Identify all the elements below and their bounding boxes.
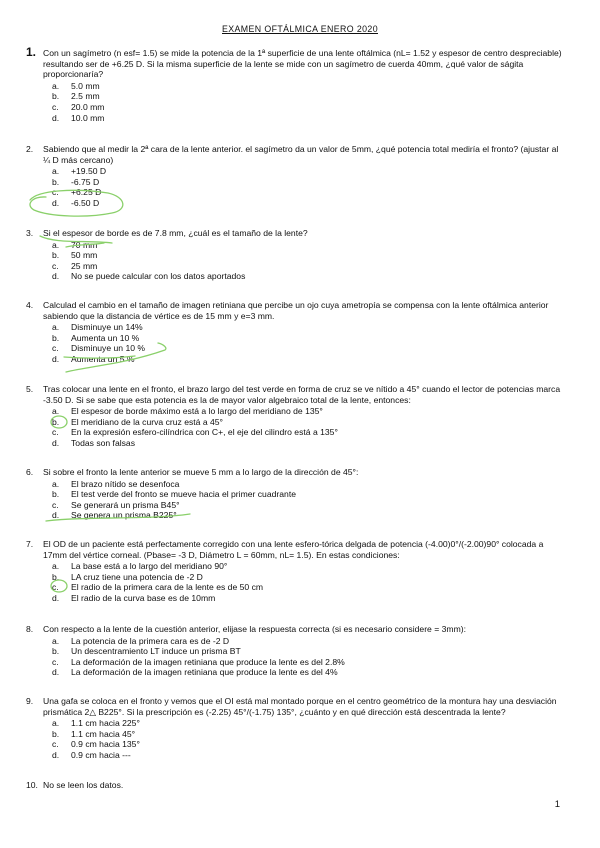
question-10 <box>26 780 566 791</box>
question-stem: No se leen los datos. <box>43 780 124 790</box>
question-number: 6. <box>26 467 34 477</box>
question-stem: Si sobre el fronto la lente anterior se mueve 5 mm a lo largo de la dirección de 45°: <box>43 467 359 477</box>
question-number: 1. <box>26 45 37 59</box>
option-d: d. Aumenta un 5 % <box>52 353 135 364</box>
page-number: 1 <box>554 799 560 810</box>
options-list <box>26 240 566 282</box>
option-a: a. El brazo nítido se desenfoca <box>52 478 180 489</box>
question-2 <box>26 144 566 209</box>
option-a: a. 1.1 cm hacia 225° <box>52 718 140 729</box>
option-b: b. 1.1 cm hacia 45° <box>52 728 136 739</box>
option-d: d. -6.50 D <box>52 197 100 208</box>
options-list <box>26 322 566 364</box>
option-b: b. -6.75 D <box>52 176 100 187</box>
option-a: a. La base está a lo largo del meridiano 90° <box>52 561 228 572</box>
option-b: b. El meridiano de la curva cruz está a 45° <box>52 416 223 427</box>
question-stem: Si el espesor de borde es de 7.8 mm, ¿cuál es el tamaño de la lente? <box>43 228 308 238</box>
option-d: d. 0.9 cm hacia --- <box>52 749 131 760</box>
question-8 <box>26 624 566 678</box>
question-stem: Con respecto a la lente de la cuestión anterior, elijase la respuesta correcta (si es necesario considere = 3mm): <box>43 624 466 634</box>
option-c: c. En la expresión esfero-cilíndrica con C+, el eje del cilindro está a 135° <box>52 427 338 438</box>
question-number: 10. <box>26 780 38 790</box>
option-d: d. Todas son falsas <box>52 437 136 448</box>
option-a: a. Disminuye un 14% <box>52 322 143 333</box>
option-c: c. Se generará un prisma B45° <box>52 499 180 510</box>
option-b: b. LA cruz tiene una potencia de -2 D <box>52 571 203 582</box>
options-list <box>26 166 566 208</box>
option-b: b. El test verde del fronto se mueve hacia el primer cuadrante <box>52 489 296 500</box>
question-stem: El OD de un paciente está perfectamente corregido con una lente esfero-tórica delgada de potencia (-4.00)0°/(-2.00)90° colocada a 17mm del vértice corneal. (Pbase= -3 D, Diámetro L = 60mm, nL= 1.5). En estas condiciones: <box>43 539 544 560</box>
option-c: c. 0.9 cm hacia 135° <box>52 739 140 750</box>
question-stem: Sabiendo que al medir la 2ª cara de la lente anterior. el sagímetro da un valor de 5mm, ¿qué potencia total mediría el fronto? (ajustar al ¼ D más cercano) <box>43 144 559 165</box>
question-number: 2. <box>26 144 34 154</box>
option-d: d. El radio de la curva base es de 10mm <box>52 592 216 603</box>
question-7 <box>26 539 566 604</box>
option-a: a. La potencia de la primera cara es de -2 D <box>52 635 230 646</box>
question-5 <box>26 384 566 449</box>
options-list <box>26 406 566 448</box>
option-b: b. 50 mm <box>52 250 98 261</box>
question-6 <box>26 467 566 521</box>
option-d: d. La deformación de la imagen retiniana que produce la lente es del 4% <box>52 667 338 678</box>
question-number: 3. <box>26 228 34 238</box>
option-b: b. Un descentramiento LT induce un prisma BT <box>52 646 241 657</box>
question-number: 7. <box>26 539 34 549</box>
option-c: c. 25 mm <box>52 260 98 271</box>
options-list <box>26 561 566 603</box>
question-3 <box>26 228 566 282</box>
option-d: d. 10.0 mm <box>52 112 105 123</box>
question-number: 5. <box>26 384 34 394</box>
option-c: c. +6.25 D <box>52 187 102 198</box>
question-9 <box>26 696 566 761</box>
question-number: 9. <box>26 696 34 706</box>
option-c: c. El radio de la primera cara de la lente es de 50 cm <box>52 582 264 593</box>
options-list <box>26 479 566 521</box>
question-number: 8. <box>26 624 34 634</box>
options-list <box>26 636 566 678</box>
option-c: c. Disminuye un 10 % <box>52 343 146 354</box>
question-stem: Tras colocar una lente en el fronto, el brazo largo del test verde en forma de cruz se ve nítido a 45° cuando el lector de potencias marca -3.50 D. Si se sabe que esta potencia es la de mayor valor algebraico total de la lente, entonces: <box>43 384 561 405</box>
question-number: 4. <box>26 300 34 310</box>
options-list <box>26 81 566 123</box>
option-d: d. No se puede calcular con los datos aportados <box>52 271 246 282</box>
option-a: a. 70 mm <box>52 239 98 250</box>
option-b: b. Aumenta un 10 % <box>52 332 140 343</box>
option-a: a. El espesor de borde máximo está a lo largo del meridiano de 135° <box>52 406 323 417</box>
option-c: c. La deformación de la imagen retiniana que produce la lente es del 2.8% <box>52 656 345 667</box>
option-d: d. Se genera un prisma B225° <box>52 510 177 521</box>
option-a: a. 5.0 mm <box>52 80 100 91</box>
question-stem: Calculad el cambio en el tamaño de imagen retiniana que percibe un ojo cuya ametropía se compensa con la lente oftálmica anterior sabiendo que la distancia de vértice es de 15 mm y e=3 mm. <box>43 300 549 321</box>
question-stem: Una gafa se coloca en el fronto y vemos que el OI está mal montado porque en el centro geométrico de la montura hay una desviación prismática 2△ B225°. Si la prescripción es (-2.25) 45°/(-1.75) 135°, ¿cuánto y en qué dirección está descentrada la lente? <box>43 696 557 717</box>
question-stem: Con un sagímetro (n esf= 1.5) se mide la potencia de la 1ª superficie de una lente oftálmica (nL= 1.52 y espesor de centro despreciable) resultando ser de +6.25 D. Si la misma superficie de la lente se mide con un sagímetro de cuerda 40mm, ¿qué valor de ságita proporcionaría? <box>43 48 562 80</box>
options-list <box>26 718 566 760</box>
question-4 <box>26 300 566 365</box>
option-c: c. 20.0 mm <box>52 101 105 112</box>
option-a: a. +19.50 D <box>52 166 107 177</box>
question-1 <box>26 45 566 123</box>
option-b: b. 2.5 mm <box>52 91 100 102</box>
exam-title: EXAMEN OFTÁLMICA ENERO 2020 <box>222 24 378 34</box>
